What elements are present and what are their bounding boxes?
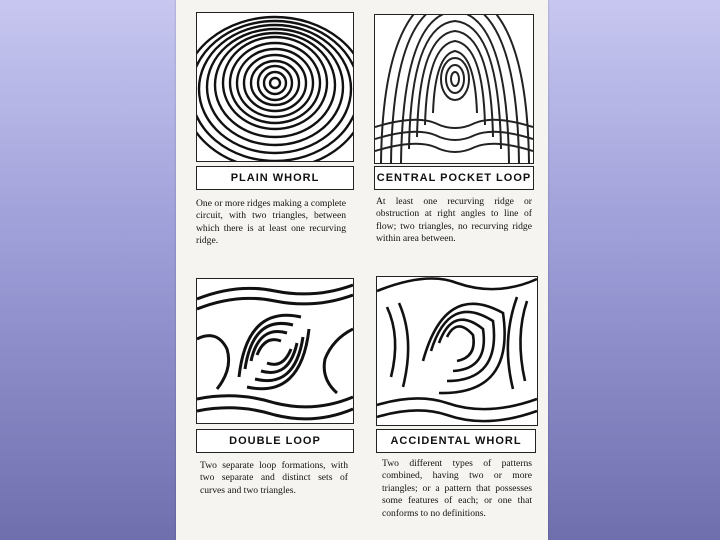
plain-whorl-print (196, 12, 354, 162)
double-loop-title: DOUBLE LOOP (229, 435, 321, 447)
double-loop-label (196, 429, 354, 453)
plain-whorl-title: PLAIN WHORL (230, 172, 320, 184)
central-pocket-loop-description: At least one recurving ridge or obstruction at right angles to line of flow; two triangles, no recurving ridge within area between. (376, 196, 532, 245)
plain-whorl-description: One or more ridges making a complete circuit, with two triangles, between which there is at least one recurving ridge. (196, 198, 346, 247)
central-pocket-loop-title: CENTRAL POCKET LOOP (376, 172, 532, 184)
accidental-whorl-fingerprint-icon (377, 277, 537, 425)
central-pocket-loop-fingerprint-icon (375, 15, 533, 163)
double-loop-description: Two separate loop formations, with two separate and distinct sets of curves and two triangles. (200, 460, 348, 496)
accidental-whorl-print (376, 276, 538, 426)
accidental-whorl-description: Two different types of patterns combined, having two or more triangles; or a pattern that possesses some features of each; or one that conforms to no definitions. (382, 458, 532, 519)
double-loop-print (196, 278, 354, 424)
accidental-whorl-title: ACCIDENTAL WHORL (390, 435, 522, 447)
accidental-whorl-label (376, 429, 536, 453)
central-pocket-loop-label (374, 166, 534, 190)
central-pocket-loop-print (374, 14, 534, 164)
double-loop-fingerprint-icon (197, 279, 353, 423)
fingerprint-pattern-page (176, 0, 548, 540)
plain-whorl-fingerprint-icon (197, 13, 353, 161)
plain-whorl-label (196, 166, 354, 190)
